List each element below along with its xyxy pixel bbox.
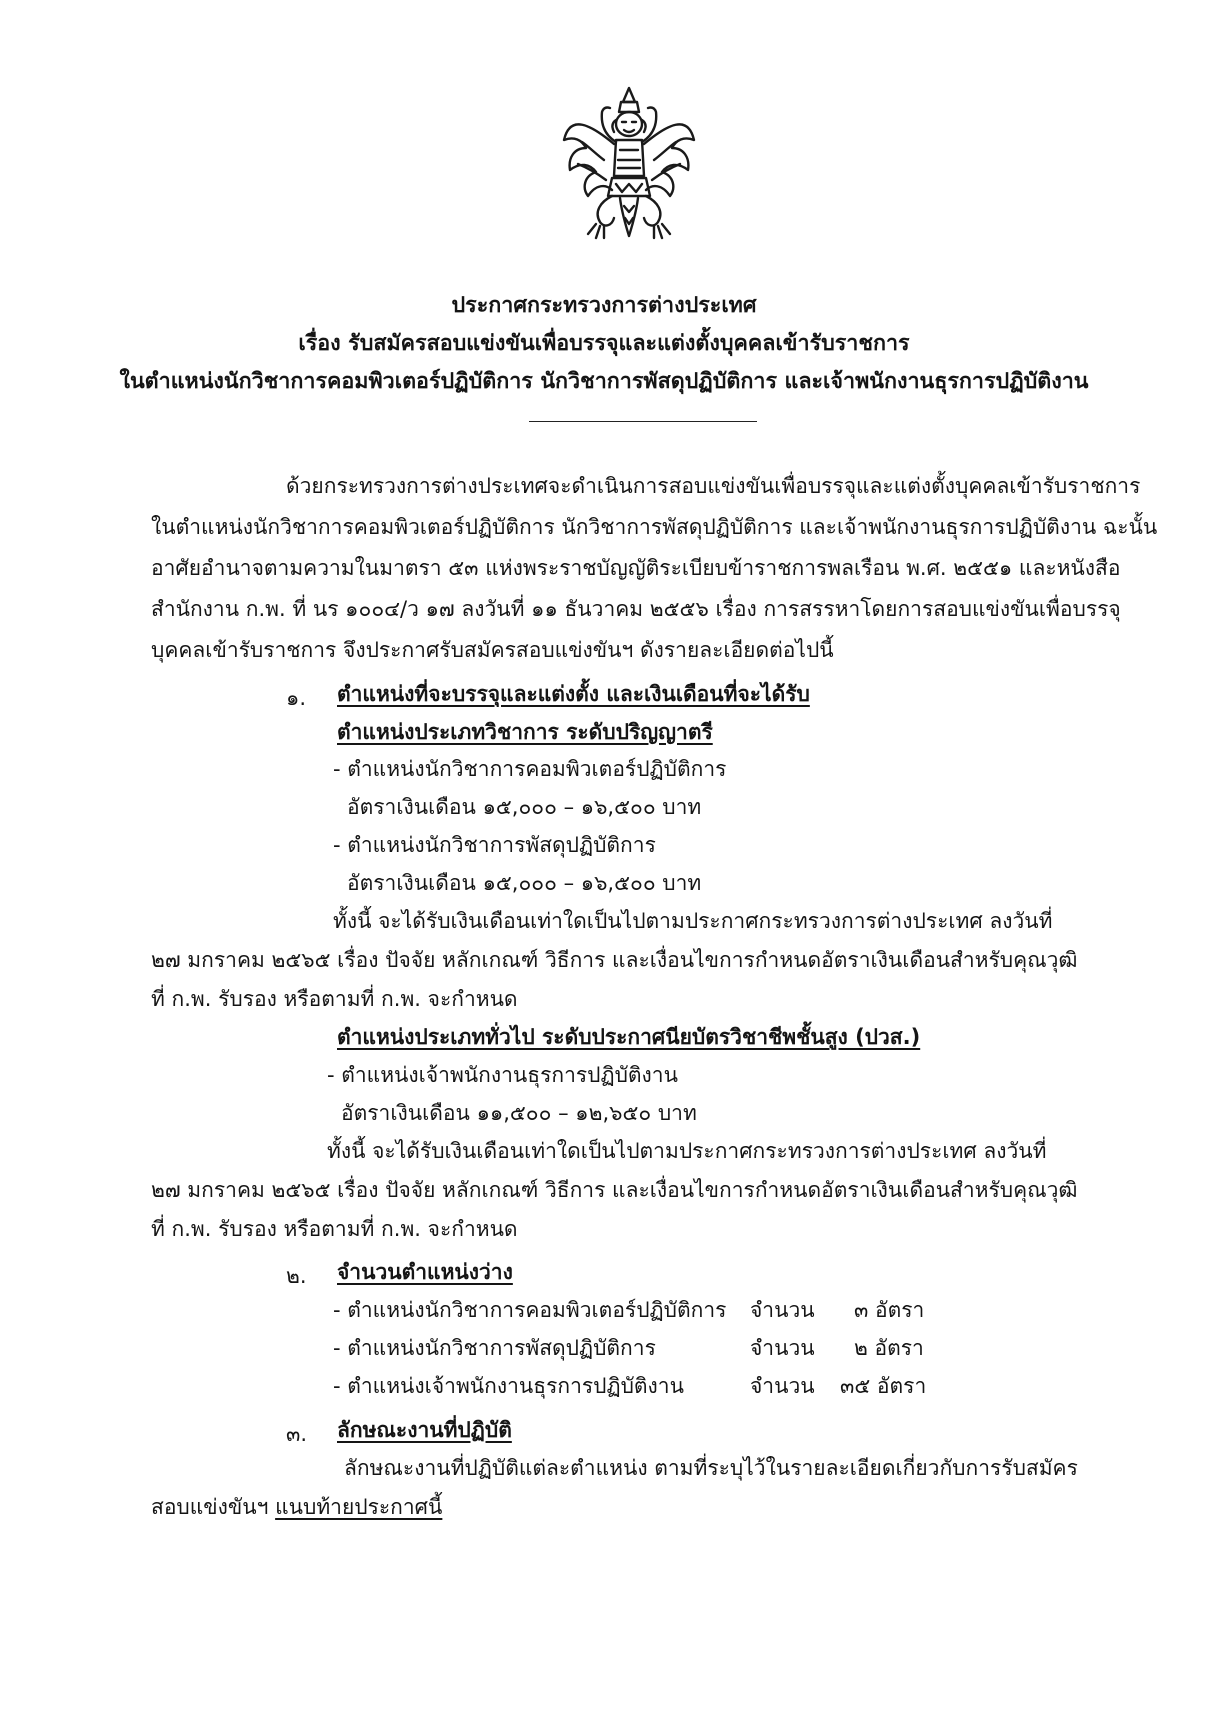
duties-line: ลักษณะงานที่ปฏิบัติแต่ละตำแหน่ง ตามที่ระบุไว้ในรายละเอียดเกี่ยวกับการรับสมัคร <box>344 1456 1078 1480</box>
section-heading: จำนวนตำแหน่งว่าง <box>337 1260 513 1284</box>
intro-line: ในตำแหน่งนักวิชาการคอมพิวเตอร์ปฏิบัติการ นักวิชาการพัสดุปฏิบัติการ และเจ้าพนักงานธุรการปฏิบัติงาน ฉะนั้น <box>151 515 1158 539</box>
announcement-subject: เรื่อง รับสมัครสอบแข่งขันเพื่อบรรจุและแต่งตั้งบุคคลเข้ารับราชการ <box>298 331 910 356</box>
salary-range: อัตราเงินเดือน ๑๕,๐๐๐ – ๑๖,๕๐๐ บาท <box>347 871 702 895</box>
section-number: ๓. <box>286 1422 308 1446</box>
intro-line: สำนักงาน ก.พ. ที่ นร ๑๐๐๔/ว ๑๗ ลงวันที่ ๑๑ ธันวาคม ๒๕๕๖ เรื่อง การสรรหาโดยการสอบแข่งขันเพื่อบรรจุ <box>151 597 1121 621</box>
position-item: - ตำแหน่งนักวิชาการคอมพิวเตอร์ปฏิบัติการ <box>333 757 727 781</box>
salary-note-line: ที่ ก.พ. รับรอง หรือตามที่ ก.พ. จะกำหนด <box>151 1217 518 1241</box>
section-heading: ลักษณะงานที่ปฏิบัติ <box>337 1418 512 1442</box>
section-number: ๒. <box>286 1264 307 1288</box>
intro-line: ด้วยกระทรวงการต่างประเทศจะดำเนินการสอบแข่งขันเพื่อบรรจุและแต่งตั้งบุคคลเข้ารับราชการ <box>286 474 1141 498</box>
intro-line: บุคคลเข้ารับราชการ จึงประกาศรับสมัครสอบแข่งขันฯ ดังรายละเอียดต่อไปนี้ <box>151 638 834 662</box>
duties-line <box>151 1495 442 1520</box>
vacancy-position: - ตำแหน่งนักวิชาการคอมพิวเตอร์ปฏิบัติการ <box>333 1298 727 1322</box>
salary-range: อัตราเงินเดือน ๑๕,๐๐๐ – ๑๖,๕๐๐ บาท <box>347 795 702 819</box>
title-divider <box>529 421 757 422</box>
position-item: - ตำแหน่งนักวิชาการพัสดุปฏิบัติการ <box>333 833 656 857</box>
intro-line: อาศัยอำนาจตามความในมาตรา ๕๓ แห่งพระราชบัญญัติระเบียบข้าราชการพลเรือน พ.ศ. ๒๕๕๑ และหนังสือ <box>151 556 1121 580</box>
vacancy-count: ๓๕ อัตรา <box>840 1374 927 1398</box>
vacancy-label: จำนวน <box>750 1374 815 1398</box>
duties-text: สอบแข่งขันฯ <box>151 1495 269 1519</box>
section-heading: ตำแหน่งที่จะบรรจุและแต่งตั้ง และเงินเดือนที่จะได้รับ <box>337 682 810 706</box>
attachment-reference: แนบท้ายประกาศนี้ <box>275 1495 443 1519</box>
vacancy-label: จำนวน <box>750 1298 815 1322</box>
vacancy-label: จำนวน <box>750 1336 815 1360</box>
vacancy-count: ๒ อัตรา <box>854 1336 924 1360</box>
vacancy-position: - ตำแหน่งนักวิชาการพัสดุปฏิบัติการ <box>333 1336 656 1360</box>
subheading-academic: ตำแหน่งประเภทวิชาการ ระดับปริญญาตรี <box>337 720 713 744</box>
salary-range: อัตราเงินเดือน ๑๑,๕๐๐ – ๑๒,๖๕๐ บาท <box>341 1101 697 1125</box>
salary-note-line: ๒๗ มกราคม ๒๕๖๕ เรื่อง ปัจจัย หลักเกณฑ์ วิธีการ และเงื่อนไขการกำหนดอัตราเงินเดือนสำหรับคุณวุฒิ <box>151 1178 1078 1202</box>
garuda-emblem-icon <box>560 84 698 242</box>
vacancy-position: - ตำแหน่งเจ้าพนักงานธุรการปฏิบัติงาน <box>333 1374 684 1398</box>
position-item: - ตำแหน่งเจ้าพนักงานธุรการปฏิบัติงาน <box>327 1063 678 1087</box>
announcement-title: ประกาศกระทรวงการต่างประเทศ <box>451 293 757 318</box>
announcement-positions: ในตำแหน่งนักวิชาการคอมพิวเตอร์ปฏิบัติการ นักวิชาการพัสดุปฏิบัติการ และเจ้าพนักงานธุรการปฏิบัติงาน <box>119 369 1089 394</box>
section-number: ๑. <box>286 686 307 710</box>
subheading-general: ตำแหน่งประเภททั่วไป ระดับประกาศนียบัตรวิชาชีพชั้นสูง (ปวส.) <box>337 1025 921 1049</box>
salary-note-line: ๒๗ มกราคม ๒๕๖๕ เรื่อง ปัจจัย หลักเกณฑ์ วิธีการ และเงื่อนไขการกำหนดอัตราเงินเดือนสำหรับคุณวุฒิ <box>151 948 1078 972</box>
salary-note-line: ที่ ก.พ. รับรอง หรือตามที่ ก.พ. จะกำหนด <box>151 987 518 1011</box>
salary-note-line: ทั้งนี้ จะได้รับเงินเดือนเท่าใดเป็นไปตามประกาศกระทรวงการต่างประเทศ ลงวันที่ <box>327 1139 1047 1163</box>
vacancy-count: ๓ อัตรา <box>854 1298 925 1322</box>
salary-note-line: ทั้งนี้ จะได้รับเงินเดือนเท่าใดเป็นไปตามประกาศกระทรวงการต่างประเทศ ลงวันที่ <box>333 909 1053 933</box>
